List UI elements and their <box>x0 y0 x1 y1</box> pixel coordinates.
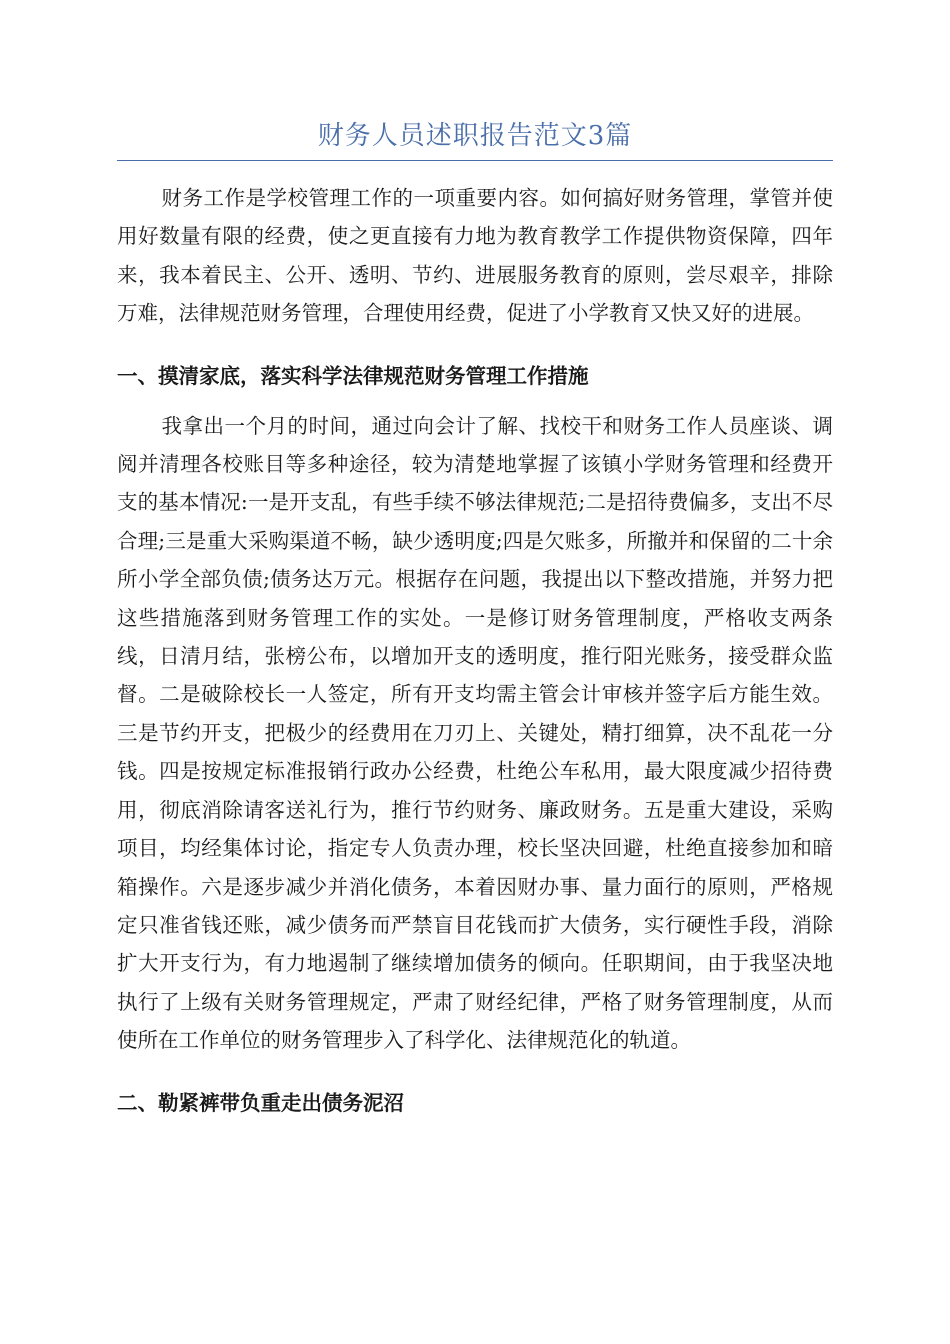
intro-text: 财务工作是学校管理工作的一项重要内容。如何搞好财务管理，掌管并使用好数量有限的经费，使之更直接有力地为教育教学工作提供物资保障，四年来，我本着民主、公开、透明、节约、进展服务教育的原则，尝尽艰辛，排除万难，法律规范财务管理，合理使用经费，促进了小学教育又快又好的进展。 <box>117 186 833 326</box>
intro-paragraph <box>117 179 833 333</box>
section-heading-2: 二、勒紧裤带负重走出债务泥沼 <box>117 1090 404 1115</box>
section-1-text: 我拿出一个月的时间，通过向会计了解、找校干和财务工作人员座谈、调阅并清理各校账目等多种途径，较为清楚地掌握了该镇小学财务管理和经费开支的基本情况:一是开支乱，有些手续不够法律规范;二是招待费偏多，支出不尽合理;三是重大采购渠道不畅，缺少透明度;四是欠账多，所撤并和保留的二十余所小学全部负债;债务达万元。根据存在问题，我提出以下整改措施，并努力把这些措施落到财务管理工作的实处。一是修订财务管理制度，严格收支两条线，日清月结，张榜公布，以增加开支的透明度，推行阳光账务，接受群众监督。二是破除校长一人签定，所有开支均需主管会计审核并签字后方能生效。三是节约开支，把极少的经费用在刀刃上、关键处，精打细算，决不乱花一分钱。四是按规定标准报销行政办公经费，杜绝公车私用，最大限度减少招待费用，彻底消除请客送礼行为，推行节约财务、廉政财务。五是重大建设，采购项目，均经集体讨论，指定专人负责办理，校长坚决回避，杜绝直接参加和暗箱操作。六是逐步减少并消化债务，本着因财办事、量力面行的原则，严格规定只准省钱还账，减少债务而严禁盲目花钱而扩大债务，实行硬性手段，消除扩大开支行为，有力地遏制了继续增加债务的倾向。任职期间，由于我坚决地执行了上级有关财务管理规定，严肃了财经纪律，严格了财务管理制度，从而使所在工作单位的财务管理步入了科学化、法律规范化的轨道。 <box>117 413 833 1053</box>
section-1-paragraph <box>117 407 833 1060</box>
document-page <box>117 100 833 1134</box>
document-title: 财务人员述职报告范文3篇 <box>117 100 833 161</box>
section-heading-1: 一、摸清家底，落实科学法律规范财务管理工作措施 <box>117 363 589 388</box>
